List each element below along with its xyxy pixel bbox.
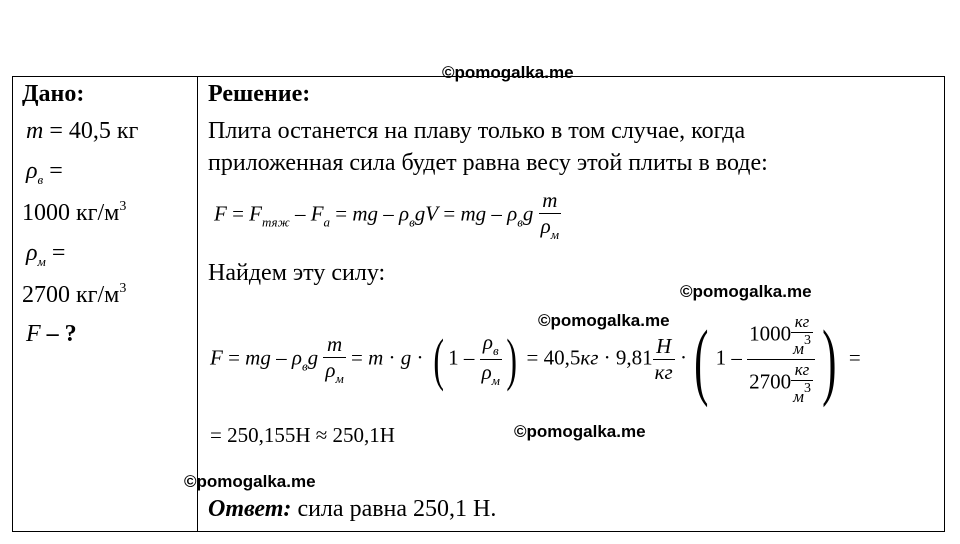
watermark-top: ©pomogalka.me [442, 63, 574, 82]
answer-line: Ответ: сила равна 250,1 Н. [208, 496, 497, 522]
formula-calculation: F = mg – $\rho_вg$ $\frac{m}{\rho_м}$ = m · g · ( 1 – $\frac{\rho_в}{\rho_м}$ ) = 40,5кг · 9,81 $\frac{H}{кг}$ ·( 1 – 1000 $\frac{кг}{м^3}$ 2700 $\frac{кг}{м^3}$ ) = [210, 311, 861, 408]
formula-result: = 250,155H ≈ 250,1H [210, 423, 395, 447]
watermark-middle: ©pomogalka.me [538, 311, 670, 330]
column-divider [197, 76, 198, 532]
given-heading: Дано: [22, 81, 85, 107]
watermark-bottom-left: ©pomogalka.me [184, 472, 316, 491]
solution-heading: Решение: [208, 81, 311, 107]
solution-text-line2: приложенная сила будет равна весу этой плиты в воде: [208, 150, 768, 176]
given-plate-density-label: $\rho_м$ = [26, 240, 66, 269]
watermark-right: ©pomogalka.me [680, 282, 812, 301]
given-plate-density-value: 2700 $кг/м^3$ [22, 281, 127, 308]
formula-force: $F = F_{тяж} - F_а$ = mg – $\rho_вgV$ = mg – $\rho_вg$ $\frac{m}{\rho_м}$ [214, 188, 560, 242]
given-unknown: F – ? [26, 321, 77, 347]
solution-text-line1: Плита останется на плаву только в том случае, когда [208, 118, 746, 144]
given-water-density-label: $\rho_в$ = [26, 158, 63, 187]
given-mass: m = 40,5 кг [26, 118, 139, 144]
find-force-text: Найдем эту силу: [208, 260, 386, 286]
given-water-density-value: 1000 $кг/м^3$ [22, 199, 127, 226]
watermark-lower: ©pomogalka.me [514, 422, 646, 441]
